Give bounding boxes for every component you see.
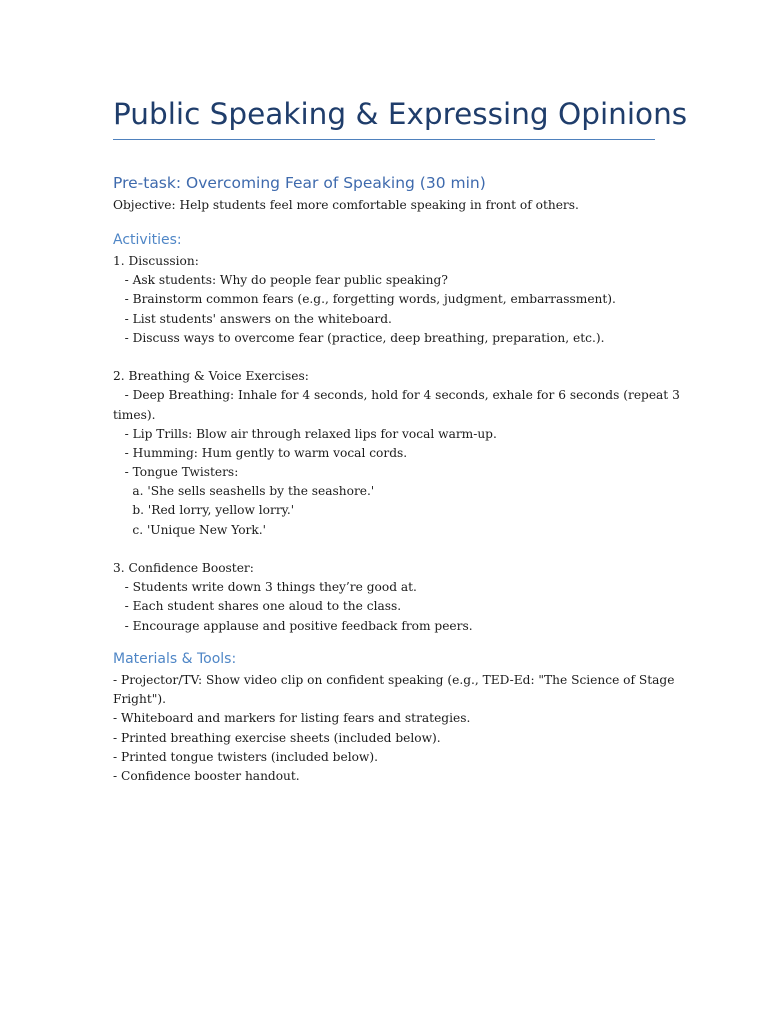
objective-line: Objective: Help students feel more comfortable speaking in front of others. [113, 198, 579, 212]
activities-list [113, 252, 680, 636]
activity-line: a. 'She sells seashells by the seashore.' [113, 484, 375, 499]
activity-line: - Encourage applause and positive feedback from peers. [113, 618, 473, 633]
activity-line: - Ask students: Why do people fear public speaking? [113, 273, 448, 288]
activity-line: - Each student shares one aloud to the class. [113, 599, 402, 614]
activity-line: 1. Discussion: [113, 254, 199, 268]
activity-line: - Students write down 3 things they’re good at. [113, 580, 417, 595]
title-underline [113, 139, 655, 140]
activity-line: b. 'Red lorry, yellow lorry.' [113, 503, 295, 518]
activity-line: - Deep Breathing: Inhale for 4 seconds, hold for 4 seconds, exhale for 6 seconds (repeat 3 [113, 388, 680, 403]
materials-list [113, 671, 675, 786]
activity-line: - Lip Trills: Blow air through relaxed lips for vocal warm-up. [113, 426, 497, 441]
activity-line [113, 540, 658, 559]
activity-line: - Discuss ways to overcome fear (practice, deep breathing, preparation, etc.). [113, 330, 605, 345]
material-line: - Confidence booster handout. [113, 768, 300, 783]
activities-heading: Activities: [113, 232, 182, 248]
material-line: - Whiteboard and markers for listing fears and strategies. [113, 711, 471, 726]
materials-heading: Materials & Tools: [113, 651, 237, 667]
activity-line: - Brainstorm common fears (e.g., forgetting words, judgment, embarrassment). [113, 292, 616, 307]
material-line: Fright"). [113, 692, 166, 707]
activity-line: 2. Breathing & Voice Exercises: [113, 369, 309, 384]
material-line: - Projector/TV: Show video clip on confident speaking (e.g., TED-Ed: "The Science of Stage [113, 673, 675, 687]
activity-line: - Tongue Twisters: [113, 465, 239, 480]
activity-line: - List students' answers on the whiteboard. [113, 311, 392, 326]
material-line: - Printed breathing exercise sheets (included below). [113, 730, 441, 745]
activity-line: 3. Confidence Booster: [113, 561, 254, 575]
activity-line: c. 'Unique New York.' [113, 522, 266, 537]
activity-line [113, 348, 658, 367]
objective-text [113, 196, 658, 215]
activity-line: times). [113, 407, 156, 422]
document-title: Public Speaking & Expressing Opinions [113, 97, 688, 131]
section-heading: Pre-task: Overcoming Fear of Speaking (30 min) [113, 174, 486, 192]
material-line: - Printed tongue twisters (included below). [113, 749, 378, 764]
activity-line: - Humming: Hum gently to warm vocal cords. [113, 445, 408, 460]
